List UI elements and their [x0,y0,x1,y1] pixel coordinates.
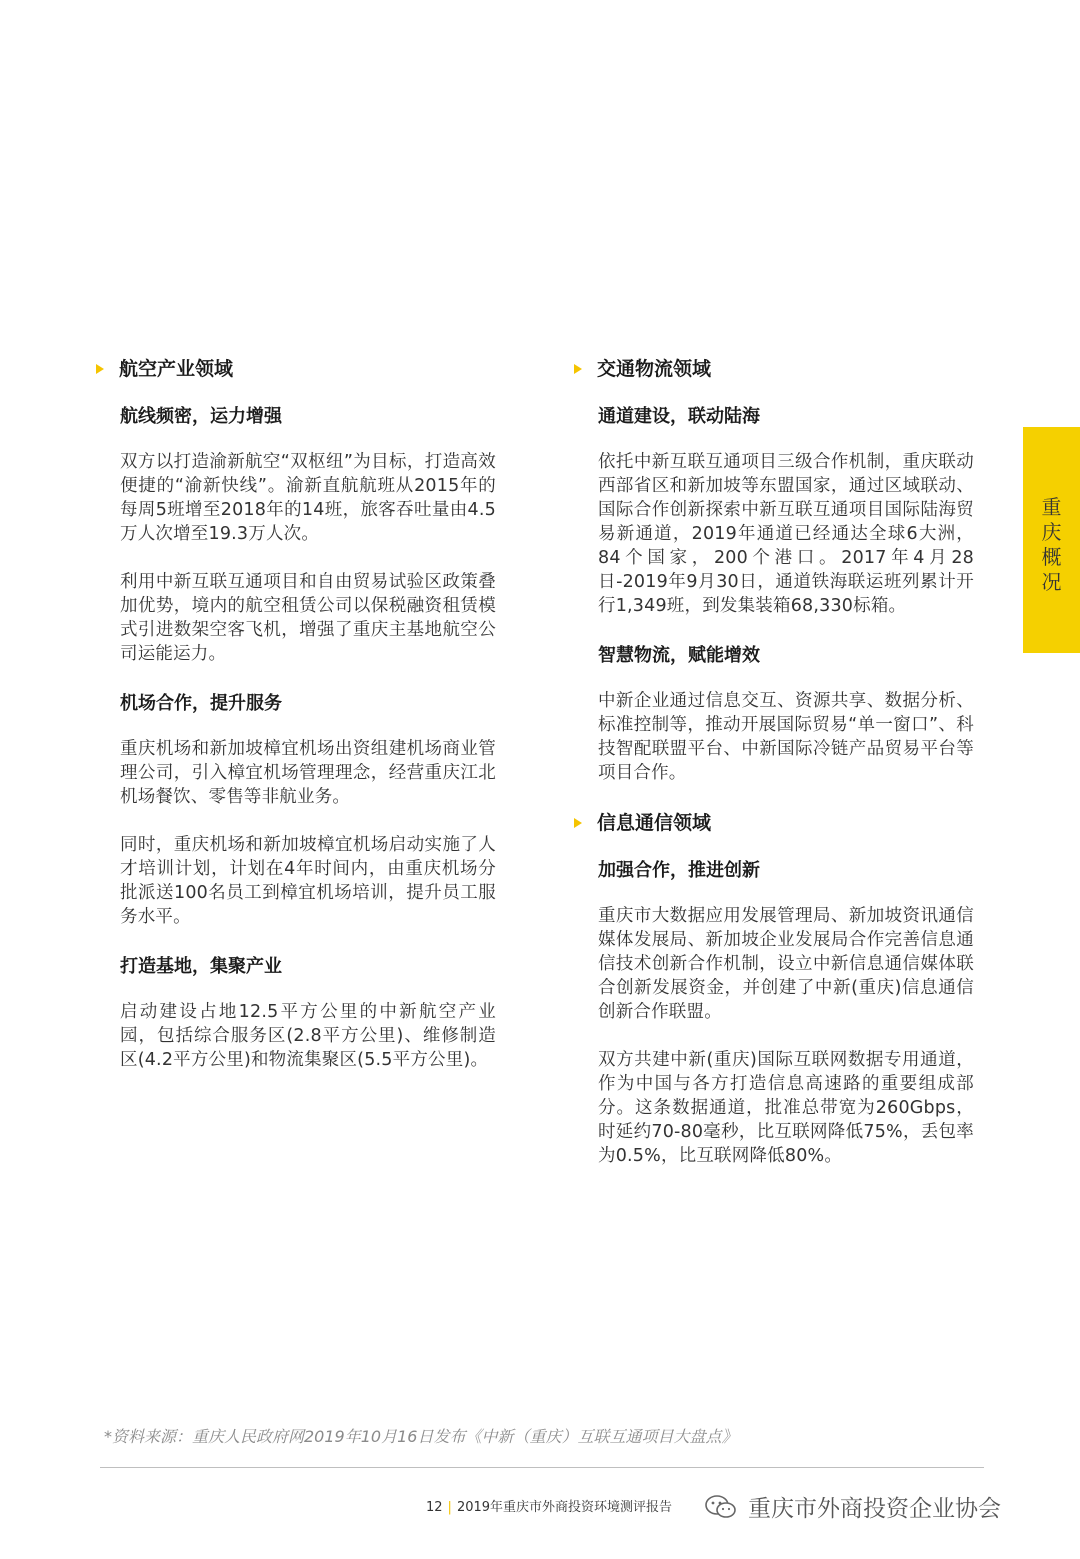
right-column [574,355,974,1192]
source-note: *资料来源：重庆人民政府网2019年10月16日发布《中新（重庆）互联互通项目大盘点》 [104,1427,738,1446]
paragraph: 双方共建中新(重庆)国际互联网数据专用通道，作为中国与各方打造信息高速路的重要组成部分。这条数据通道，批准总带宽为260Gbps，时延约70-80毫秒，比互联网降低75%，丢包率为0.5%，比互联网降低80%。 [598,1050,974,1166]
triangle-bullet-icon [574,818,582,828]
subheading: 通道建设，联动陆海 [598,406,760,427]
subheading: 机场合作，提升服务 [120,693,282,714]
subheading: 智慧物流，赋能增效 [598,645,760,666]
subheading: 航线频密，运力增强 [120,406,282,427]
section-heading-ict [574,809,974,837]
footer-separator: | [447,1500,452,1515]
watermark [704,1490,1001,1523]
logistics-content [574,403,974,785]
report-title: 2019年重庆市外商投资环境测评报告 [456,1500,673,1515]
left-column [96,355,496,1096]
page-number: 12 [426,1500,443,1515]
page-footer [426,1496,672,1515]
footer-divider [100,1467,984,1468]
paragraph: 重庆机场和新加坡樟宜机场出资组建机场商业管理公司，引入樟宜机场管理理念，经营重庆江北机场餐饮、零售等非航业务。 [120,739,496,807]
subheading: 加强合作，推进创新 [598,860,760,881]
paragraph: 依托中新互联互通项目三级合作机制，重庆联动西部省区和新加坡等东盟国家，通过区域联动、国际合作创新探索中新互联互通项目国际陆海贸易新通道，2019年通道已经通达全球6大洲，84个国家，200个港口。2017年4月28日-2019年9月30日，通道铁海联运班列累计开行1,349班，到发集装箱68,330标箱。 [598,452,974,616]
ict-content [574,857,974,1168]
paragraph: 重庆市大数据应用发展管理局、新加坡资讯通信媒体发展局、新加坡企业发展局合作完善信息通信技术创新合作机制，设立中新信息通信媒体联合创新发展资金，并创建了中新(重庆)信息通信创新合作联盟。 [598,906,974,1022]
paragraph: 双方以打造渝新航空“双枢纽”为目标，打造高效便捷的“渝新快线”。渝新直航航班从2015年的每周5班增至2018年的14班，旅客吞吐量由4.5万人次增至19.3万人次。 [120,452,496,544]
watermark-text: 重庆市外商投资企业协会 [748,1496,1001,1522]
paragraph: 中新企业通过信息交互、资源共享、数据分析、标准控制等，推动开展国际贸易“单一窗口”、科技智配联盟平台、中新国际冷链产品贸易平台等项目合作。 [598,691,974,783]
paragraph: 同时，重庆机场和新加坡樟宜机场启动实施了人才培训计划，计划在4年时间内，由重庆机场分批派送100名员工到樟宜机场培训，提升员工服务水平。 [120,835,496,927]
wechat-icon [704,1494,738,1520]
section-title: 交通物流领域 [597,358,712,380]
section-heading-aviation [96,355,496,383]
section-title: 信息通信领域 [597,812,712,834]
paragraph: 启动建设占地12.5平方公里的中新航空产业园，包括综合服务区(2.8平方公里)、维修制造区(4.2平方公里)和物流集聚区(5.5平方公里)。 [120,1002,496,1070]
section-title: 航空产业领域 [119,358,234,380]
paragraph: 利用中新互联互通项目和自由贸易试验区政策叠加优势，境内的航空租赁公司以保税融资租赁模式引进数架空客飞机，增强了重庆主基地航空公司运能运力。 [120,572,496,664]
subheading: 打造基地，集聚产业 [120,956,282,977]
chapter-tab-label [1023,495,1080,595]
triangle-bullet-icon [574,364,582,374]
chapter-tab-text: 重 庆 概 况 [1041,495,1062,594]
chapter-side-tab [1023,427,1080,653]
triangle-bullet-icon [96,364,104,374]
section-heading-logistics [574,355,974,383]
aviation-content [96,403,496,1072]
